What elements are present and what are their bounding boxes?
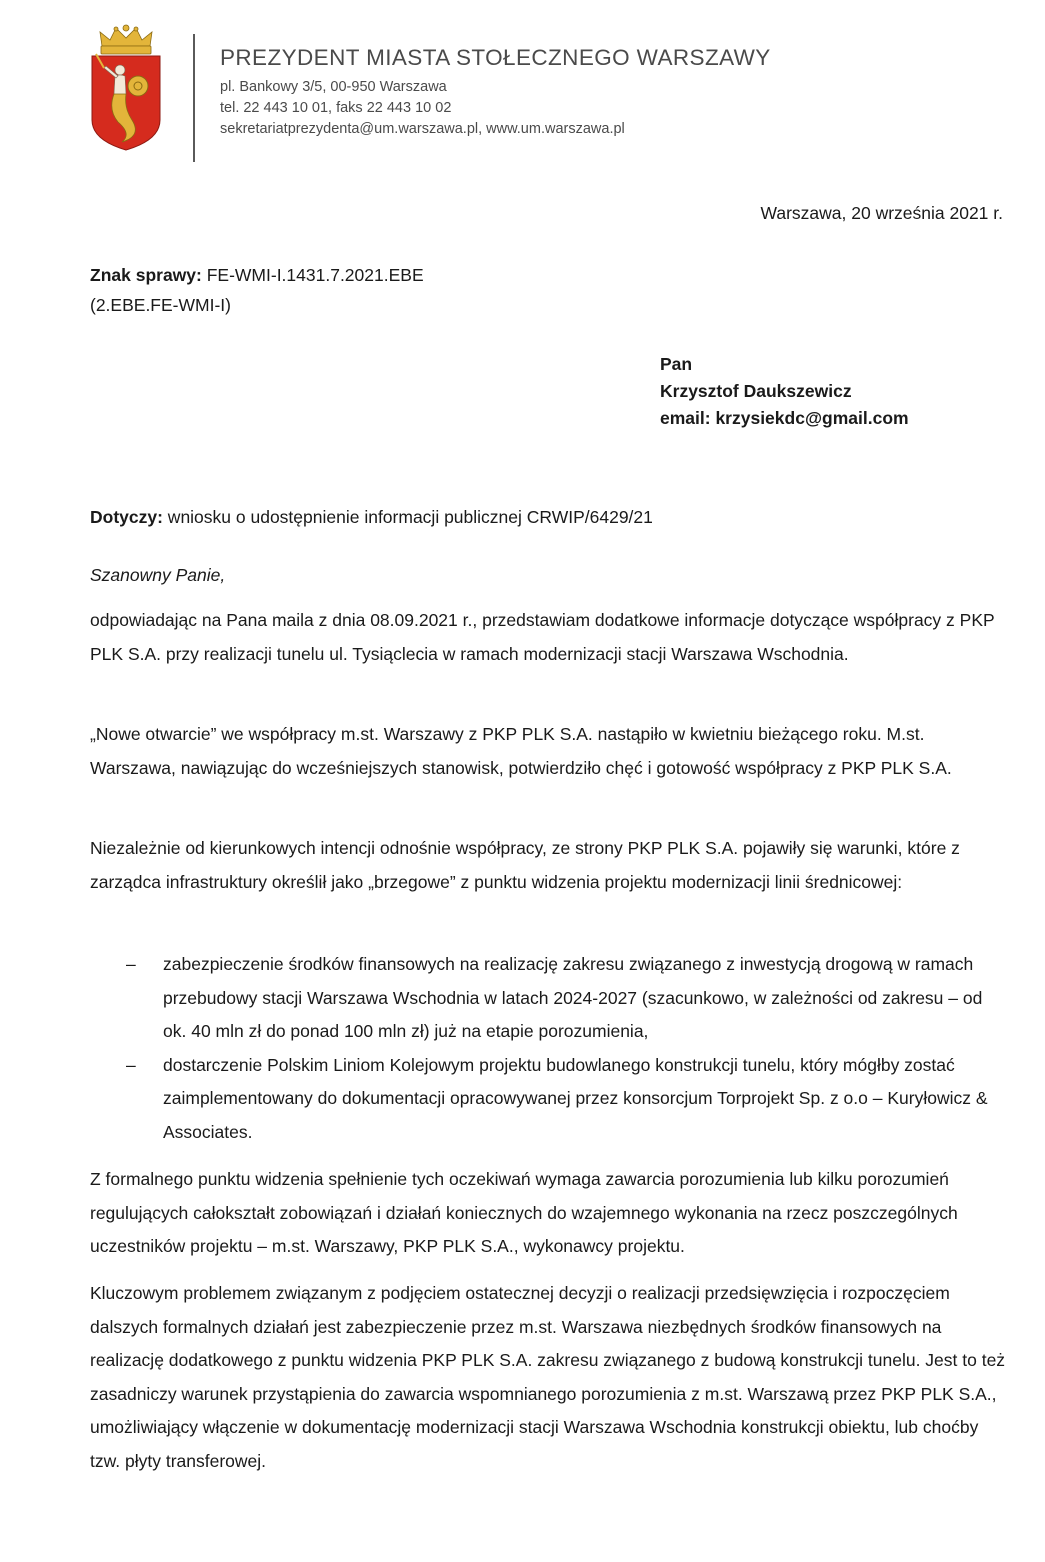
letterhead-contact: sekretariatprezydenta@um.warszawa.pl, www.um.warszawa.pl — [220, 121, 625, 137]
list-marker: – — [126, 954, 136, 974]
addressee-title: Pan — [660, 354, 693, 374]
list-marker: – — [126, 1054, 136, 1075]
paragraph: Kluczowym problemem związanym z podjęciem ostatecznej decyzji o realizacji przedsięwzięcia i rozpoczęciem dalszych formalnych działań jest zabezpieczenie przez m.st. Warszawa niezbędnych środków finansowych na realizację dodatkowego z punktu widzenia PKP PLK S.A. zakresu związanego z budową konstrukcji tunelu. Jest to też zasadniczy warunek przystąpienia do zawarcia wspomnianego porozumienia z m.st. Warszawą przez PKP PLK S.A., umożliwiający włączenie w dokumentację modernizacji stacji Warszawa Wschodnia konstrukcji obiektu, lub choćby tzw. płyty transferowej. — [90, 1283, 1006, 1471]
addressee-block — [660, 351, 909, 432]
letterhead-title: PREZYDENT MIASTA STOŁECZNEGO WARSZAWY — [220, 45, 771, 70]
case-reference-secondary: (2.EBE.FE-WMI-I) — [90, 295, 231, 315]
letterhead-phone: tel. 22 443 10 01, faks 22 443 10 02 — [220, 100, 452, 116]
list-item — [90, 1049, 1010, 1150]
addressee-email: email: krzysiekdc@gmail.com — [660, 408, 909, 428]
conditions-list — [90, 948, 1010, 1150]
list-item-text: zabezpieczenie środków finansowych na realizację zakresu związanego z inwestycją drogową w ramach przebudowy stacji Warszawa Wschodnia w latach 2024-2027 (szacunkowo, w zależności od zakresu – od ok. 40 mln zł do ponad 100 mln zł) już na etapie porozumienia, — [163, 954, 983, 1042]
subject-label: Dotyczy: — [90, 507, 163, 527]
subject-text: wniosku o udostępnienie informacji publicznej CRWIP/6429/21 — [162, 507, 653, 527]
letterhead-divider — [193, 34, 195, 162]
letterhead-address: pl. Bankowy 3/5, 00-950 Warszawa — [220, 79, 447, 95]
paragraph: Z formalnego punktu widzenia spełnienie tych oczekiwań wymaga zawarcia porozumienia lub kilku porozumień regulujących całokształt zobowiązań i działań koniecznych do wzajemnego wykonania na rzecz poszczególnych uczestników projektu – m.st. Warszawy, PKP PLK S.A., wykonawcy projektu. — [90, 1169, 958, 1257]
addressee-name: Krzysztof Daukszewicz — [660, 381, 852, 401]
subject-line — [90, 507, 653, 528]
paragraph: „Nowe otwarcie” we współpracy m.st. Warszawy z PKP PLK S.A. nastąpiło w kwietniu bieżącego roku. M.st. Warszawa, nawiązując do wcześniejszych stanowisk, potwierdziło chęć i gotowość współpracy z PKP PLK S.A. — [90, 724, 952, 778]
list-item — [90, 948, 1010, 1049]
case-reference-label: Znak sprawy: — [90, 265, 202, 285]
case-reference-number: FE-WMI-I.1431.7.2021.EBE — [201, 265, 424, 285]
paragraph: Niezależnie od kierunkowych intencji odnośnie współpracy, ze strony PKP PLK S.A. pojawiły się warunki, które z zarządca infrastruktury określił jako „brzegowe” z punktu widzenia projektu modernizacji linii średnicowej: — [90, 838, 960, 892]
warsaw-coat-of-arms-icon — [86, 24, 166, 154]
list-item-text: dostarczenie Polskim Liniom Kolejowym projektu budowlanego konstrukcji tunelu, który mógłby zostać zaimplementowany do dokumentacji opracowywanej przez konsorcjum Torprojekt Sp. z o.o – Kuryłowicz & Associates. — [163, 1054, 988, 1142]
case-reference — [90, 260, 424, 320]
paragraph: odpowiadając na Pana maila z dnia 08.09.2021 r., przedstawiam dodatkowe informacje dotyczące współpracy z PKP PLK S.A. przy realizacji tunelu ul. Tysiąclecia w ramach modernizacji stacji Warszawa Wschodnia. — [90, 610, 995, 664]
salutation: Szanowny Panie, — [90, 565, 226, 585]
letter-date: Warszawa, 20 września 2021 r. — [760, 203, 1003, 223]
